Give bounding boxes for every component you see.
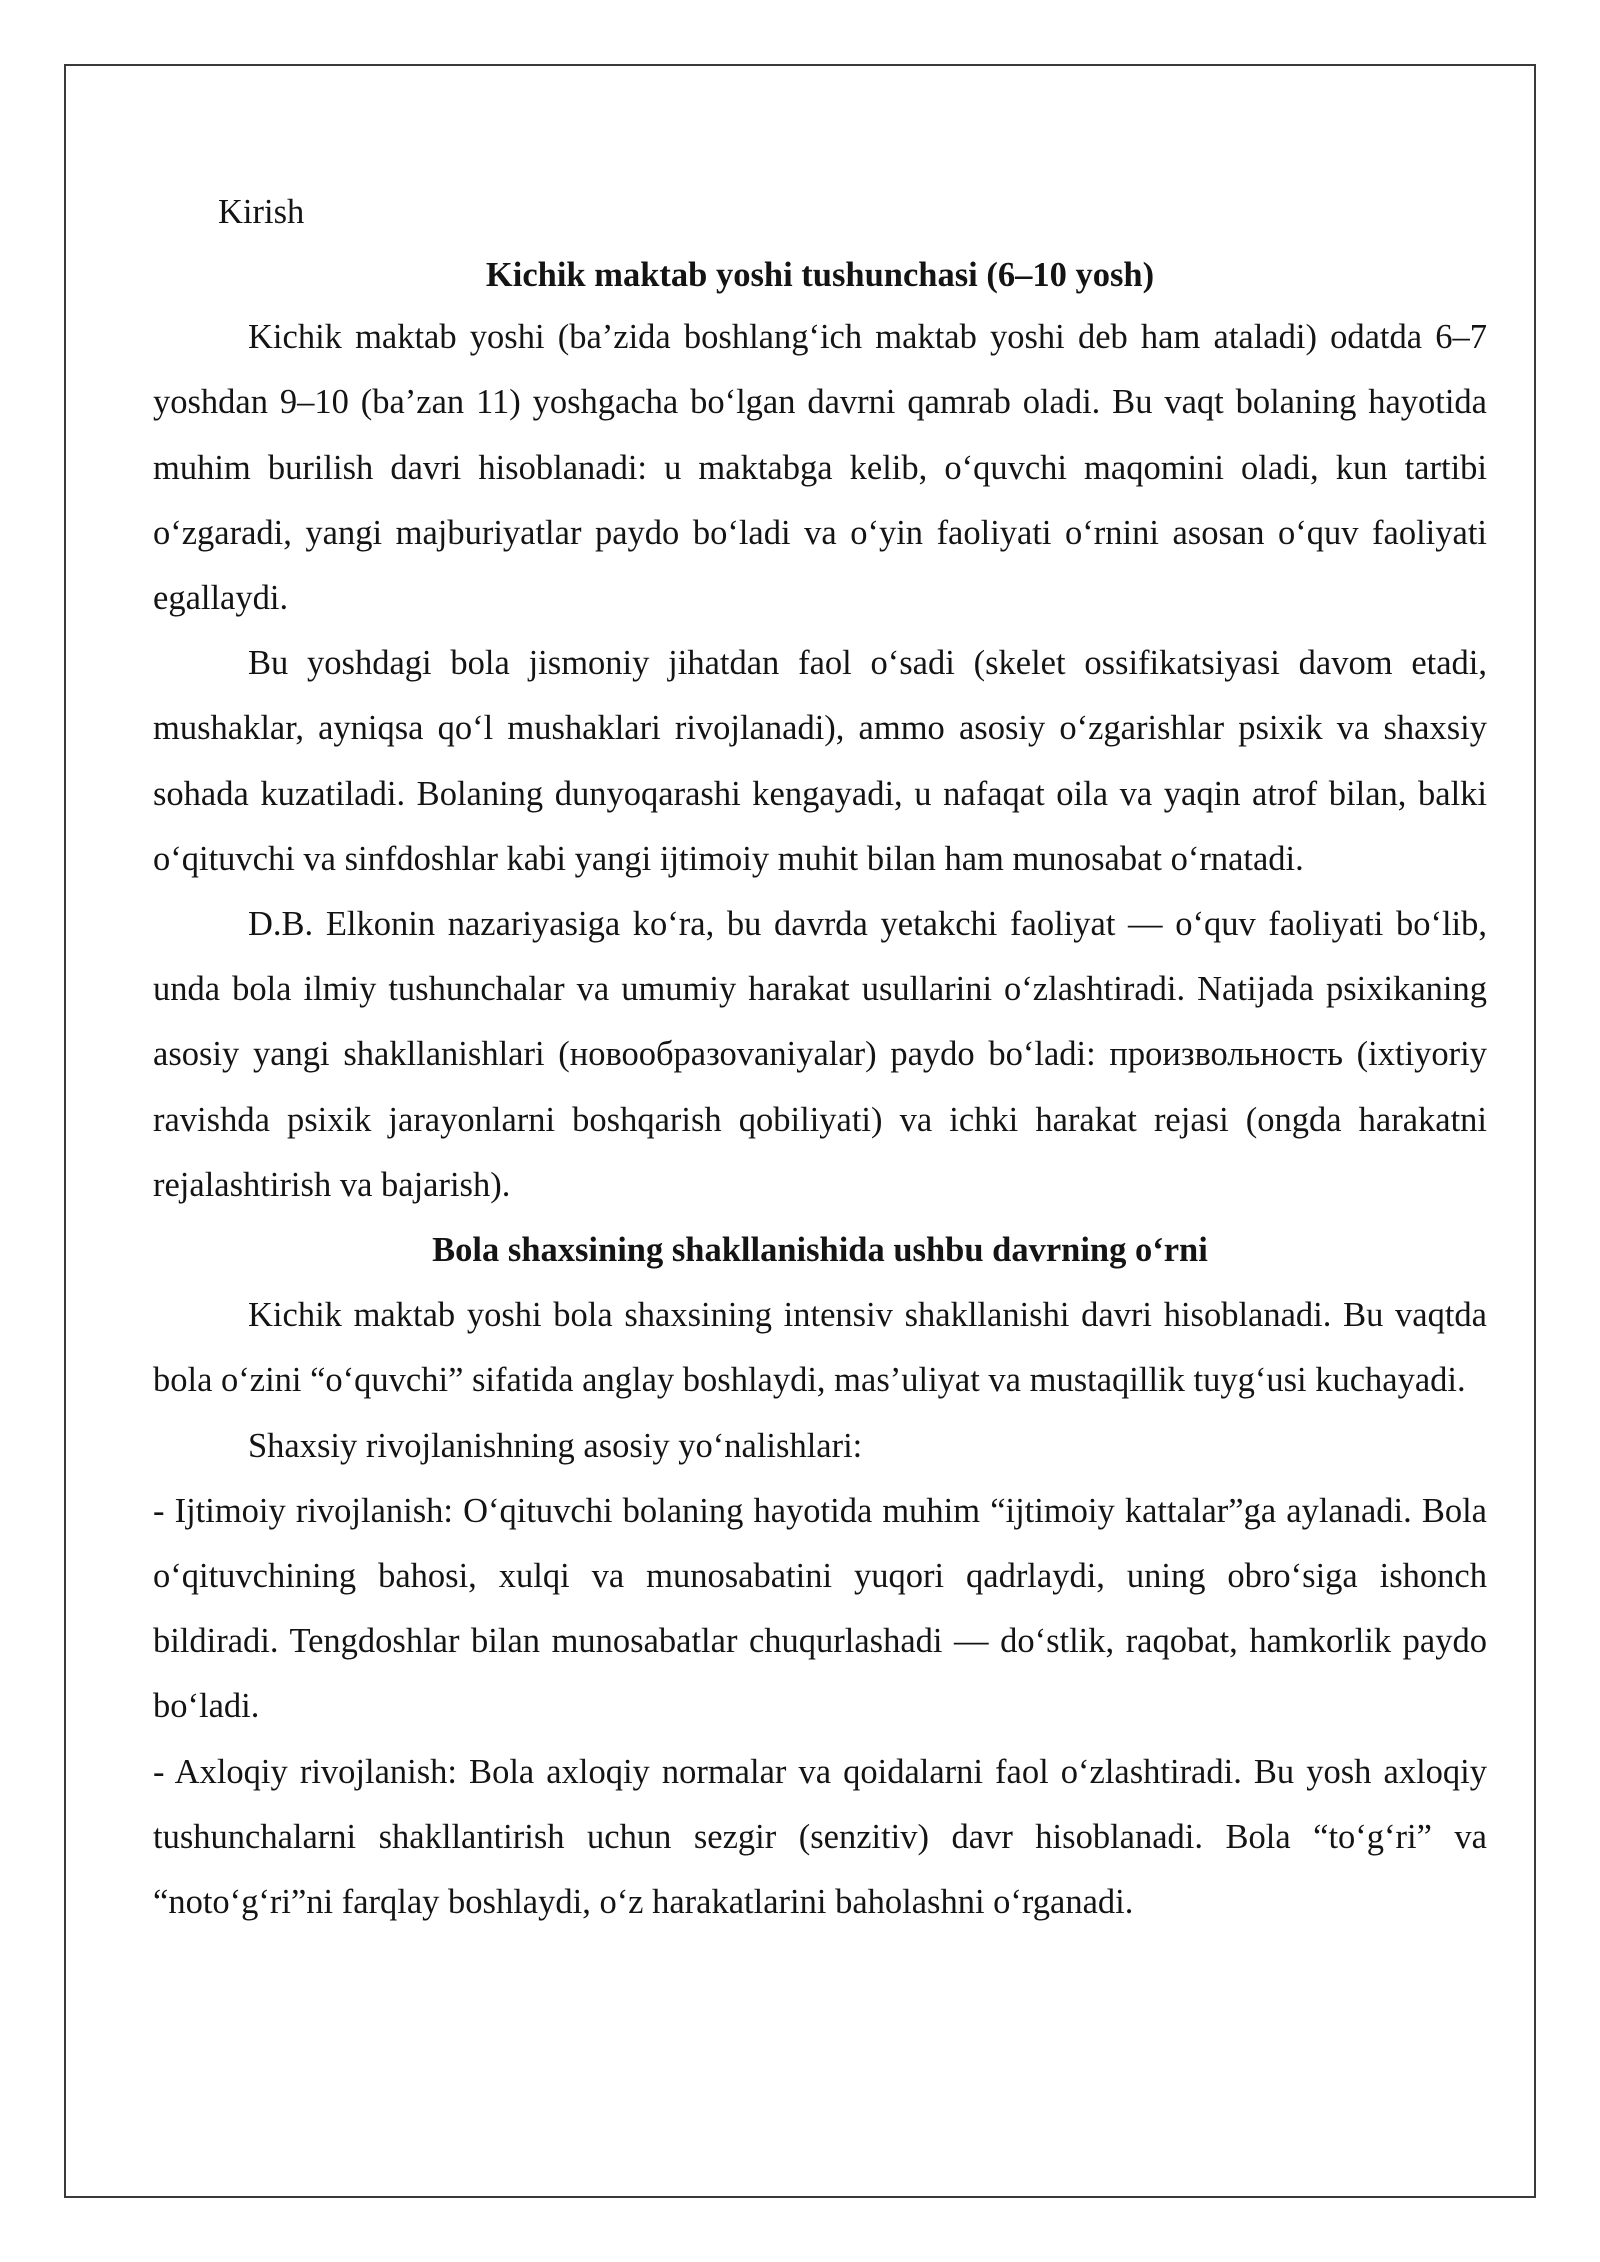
section-heading-2: Bola shaxsining shakllanishida ushbu davrning o‘rni [432, 1231, 1208, 1270]
paragraph: Kichik maktab yoshi (ba’zida boshlang‘ich maktab yoshi deb ham ataladi) odatda 6–7 yoshdan 9–10 (ba’zan 11) yoshgacha bo‘lgan davrni qamrab oladi. Bu vaqt bolaning hayotida muhim burilish davri hisoblanadi: u maktabga kelib, o‘quvchi maqomini oladi, kun tartibi o‘zgaradi, yangi majburiyatlar paydo bo‘ladi va o‘yin faoliyati o‘rnini asosan o‘quv faoliyati egallaydi. [153, 318, 1487, 618]
paragraph: D.B. Elkonin nazariyasiga ko‘ra, bu davrda yetakchi faoliyat — o‘quv faoliyati bo‘lib, unda bola ilmiy tushunchalar va umumiy harakat usullarini o‘zlashtiradi. Natijada psixikaning asosiy yangi shakllanishlari (новообразоvaniyalar) paydo bo‘ladi: произвольность (ixtiyoriy ravishda psixik jarayonlarni boshqarish qobiliyati) va ichki harakat rejasi (ongda harakatni rejalashtirish va bajarish). [153, 905, 1487, 1204]
paragraph: Shaxsiy rivojlanishning asosiy yo‘nalishlari: [248, 1426, 863, 1465]
document-body [153, 180, 1487, 1935]
list-item: - Ijtimoiy rivojlanish: O‘qituvchi bolaning hayotida muhim “ijtimoiy kattalar”ga aylanadi. Bola o‘qituvchining bahosi, xulqi va munosabatini yuqori qadrlaydi, uning obro‘siga ishonch bildiradi. Tengdoshlar bilan munosabatlar chuqurlashadi — do‘stlik, raqobat, hamkorlik paydo bo‘ladi. [153, 1491, 1487, 1726]
paragraph: Bu yoshdagi bola jismoniy jihatdan faol o‘sadi (skelet ossifikatsiyasi davom etadi, mushaklar, ayniqsa qo‘l mushaklari rivojlanadi), ammo asosiy o‘zgarishlar psixik va shaxsiy sohada kuzatiladi. Bolaning dunyoqarashi kengayadi, u nafaqat oila va yaqin atrof bilan, balki o‘qituvchi va sinfdoshlar kabi yangi ijtimoiy muhit bilan ham munosabat o‘rnatadi. [153, 644, 1487, 878]
section-heading-1: Kichik maktab yoshi tushunchasi (6–10 yosh) [485, 256, 1155, 295]
intro-label: Kirish [218, 193, 305, 231]
paragraph: Kichik maktab yoshi bola shaxsining intensiv shakllanishi davri hisoblanadi. Bu vaqtda bola o‘zini “o‘quvchi” sifatida anglay boshlaydi, mas’uliyat va mustaqillik tuyg‘usi kuchayadi. [153, 1296, 1487, 1400]
list-item: - Axloqiy rivojlanish: Bola axloqiy normalar va qoidalarni faol o‘zlashtiradi. Bu yosh axloqiy tushunchalarni shakllantirish uchun sezgir (senzitiv) davr hisoblanadi. Bola “to‘g‘ri” va “noto‘g‘ri”ni farqlay boshlaydi, o‘z harakatlarini baholashni o‘rganadi. [153, 1752, 1487, 1922]
